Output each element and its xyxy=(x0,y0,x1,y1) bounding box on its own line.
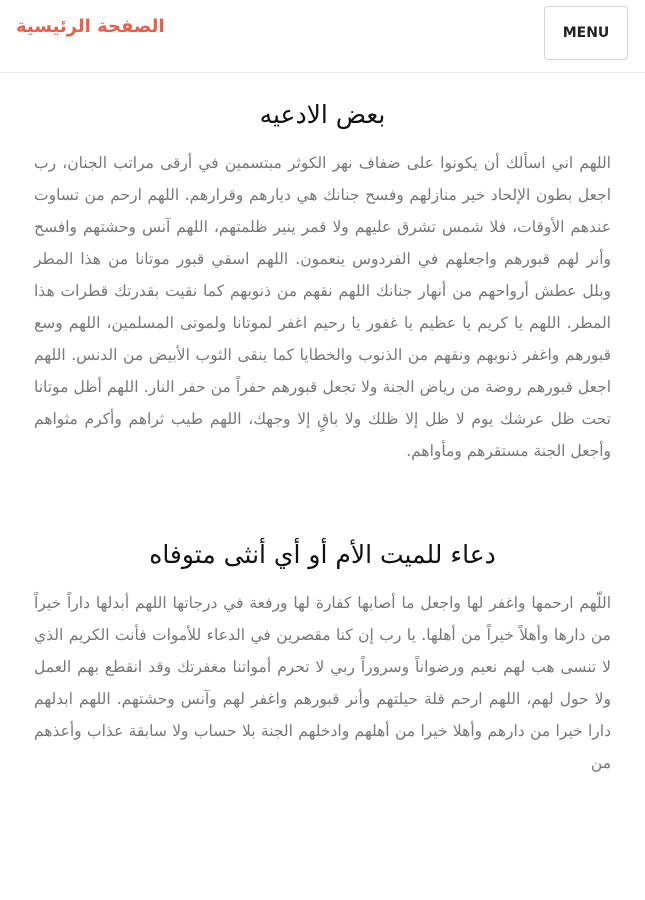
main-content xyxy=(0,73,645,779)
section-title-prayer-for-deceased-mother: دعاء للميت الأم أو أي أنثى متوفاه xyxy=(149,540,496,569)
home-link[interactable]: الصفحة الرئيسية xyxy=(16,16,165,37)
section-title-some-prayers: بعض الادعيه xyxy=(259,100,386,129)
menu-button[interactable]: MENU xyxy=(544,6,628,60)
top-navigation-bar xyxy=(0,0,645,73)
section-text-some-prayers: اللهم اني اسألك أن يكونوا على ضفاف نهر الكوثر مبتسمين في أرقى مراتب الجنان، رب اجعل بطون الإلحاد خير منازلهم وفسح جنانك هي ديارهم وقرارهم. اللهم ارحم من تساوت عندهم الأوقات، فلا شمس تشرق عليهم ولا قمر ينير ظلمتهم، اللهم آنس وحشتهم وافسح وأنر لهم قبورهم واجعلهم في الفردوس ينعمون. اللهم اسقي قبور موتانا من هذا المطر وبلل عطش أرواحهم من أنهار جنانك اللهم نقهم من ذنوبهم كما نقيت بقدرتك قطرات هذا المطر. اللهم يا كريم يا عظيم يا غفور يا رحيم اغفر لموتانا ولموتى المسلمين، اللهم وسع قبورهم واغفر ذنوبهم ونقهم من الذنوب والخطايا كما ينقى الثوب الأبيض من الدنس. اللهم اجعل قبورهم روضة من رياض الجنة ولا تجعل قبورهم حفراً من حفر النار. اللهم أظل موتانا تحت ظل عرشك يوم لا ظل إلا ظلك ولا باقٍ إلا وجهك، اللهم طيب ثراهم وأكرم مثواهم وأجعل الجنة مستقرهم ومأواهم. xyxy=(34,154,611,460)
section-text-prayer-for-deceased-mother: اللّهم ارحمها واغفر لها واجعل ما أصابها كفارة لها ورفعة في درجاتها اللهم أبدلها داراً خيراً من دارها وأهلاً خيراً من أهلها. يا رب إن كنا مقصرين في الدعاء للأموات فأنت الكريم الذي لا تنسى هب لهم نعيم ورضواناً وسروراً ربي لا تحرم أمواتنا مغفرتك وقد انقطع بهم العمل ولا حول لهم، اللهم ارحم قلة حيلتهم وأنر قبورهم واغفر لهم وآنس وحشتهم. اللهم ابدلهم دارا خيرا من دارهم وأهلا خيرا من أهلهم وادخلهم الجنة بلا حساب ولا سابقة عذاب وأعذهم من xyxy=(34,594,611,772)
